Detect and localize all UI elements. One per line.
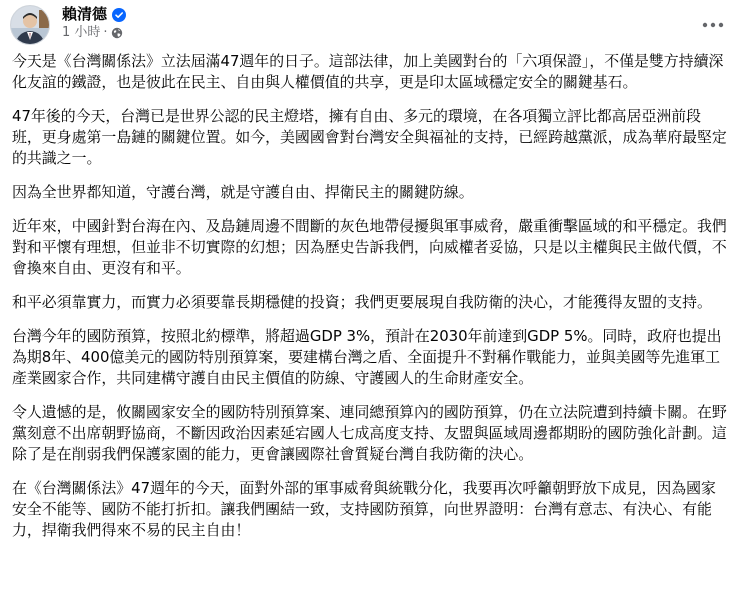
more-options-button[interactable] xyxy=(696,8,730,42)
post-paragraph: 近年來，中國針對台海在內、及島鏈周邊不間斷的灰色地帶侵擾與軍事威脅，嚴重衝擊區域的和平穩定。我們對和平懷有理想，但並非不切實際的幻想；因為歷史告訴我們，向威權者妥協，只是以主權與民主做代價，不會換來自由、更沒有和平。 xyxy=(12,217,727,277)
post-paragraph: 今天是《台灣關係法》立法屆滿47週年的日子。這部法律，加上美國對台的「六項保證」，不僅是雙方持續深化友誼的鐵證，也是彼此在民主、自由與人權價值的共享，更是印太區域穩定安全的關鍵基石。 xyxy=(12,52,724,91)
post-paragraph: 令人遺憾的是，攸關國家安全的國防特別預算案、連同總預算內的國防預算，仍在立法院遭到持續卡關。在野黨刻意不出席朝野協商，不斷因政治因素延宕國人七成高度支持、友盟與區域周邊都期盼的國防強化計劃。這除了是在削弱我們保護家園的能力，更會讓國際社會質疑台灣自我防衛的決心。 xyxy=(12,403,727,463)
post-timestamp[interactable]: 1 小時 xyxy=(62,25,101,40)
meta-separator: · xyxy=(103,25,108,40)
author-name[interactable]: 賴清德 xyxy=(62,5,108,23)
post-paragraph: 在《台灣關係法》47週年的今天，面對外部的軍事威脅與統戰分化，我要再次呼籲朝野放下成見，因為國家安全不能等、國防不能打折扣。讓我們團結一致，支持國防預算，向世界證明：台灣有意志、有決心、有能力，捍衛我們得來不易的民主自由！ xyxy=(12,479,716,539)
post-header xyxy=(0,0,735,50)
post-body xyxy=(12,51,728,554)
public-globe-icon[interactable] xyxy=(111,27,123,39)
avatar[interactable] xyxy=(10,5,50,45)
post-paragraph: 台灣今年的國防預算，按照北約標準，將超過GDP 3%，預計在2030年前達到GDP 5%。同時，政府也提出為期8年、400億美元的國防特別預算案，要建構台灣之盾、全面提升不對稱作戰能力，並與美國等先進軍工產業國家合作，共同建構守護自由民主價值的防線、守護國人的生命財產安全。 xyxy=(12,327,722,387)
post-paragraph: 因為全世界都知道，守護台灣，就是守護自由、捍衛民主的關鍵防線。 xyxy=(12,183,474,201)
author-row xyxy=(62,4,126,24)
verified-badge-icon xyxy=(112,7,126,21)
more-options-icon xyxy=(702,22,724,28)
post-paragraph: 和平必須靠實力，而實力必須要靠長期穩健的投資；我們更要展現自我防衛的決心，才能獲得友盟的支持。 xyxy=(12,293,712,311)
post-paragraph: 47年後的今天，台灣已是世界公認的民主燈塔，擁有自由、多元的環境，在各項獨立評比都高居亞洲前段班，更身處第一島鏈的關鍵位置。如今，美國國會對台灣安全與福祉的支持，已經跨越黨派，成為華府最堅定的共識之一。 xyxy=(12,107,727,167)
profile-photo xyxy=(11,6,50,45)
post-meta xyxy=(62,25,123,41)
